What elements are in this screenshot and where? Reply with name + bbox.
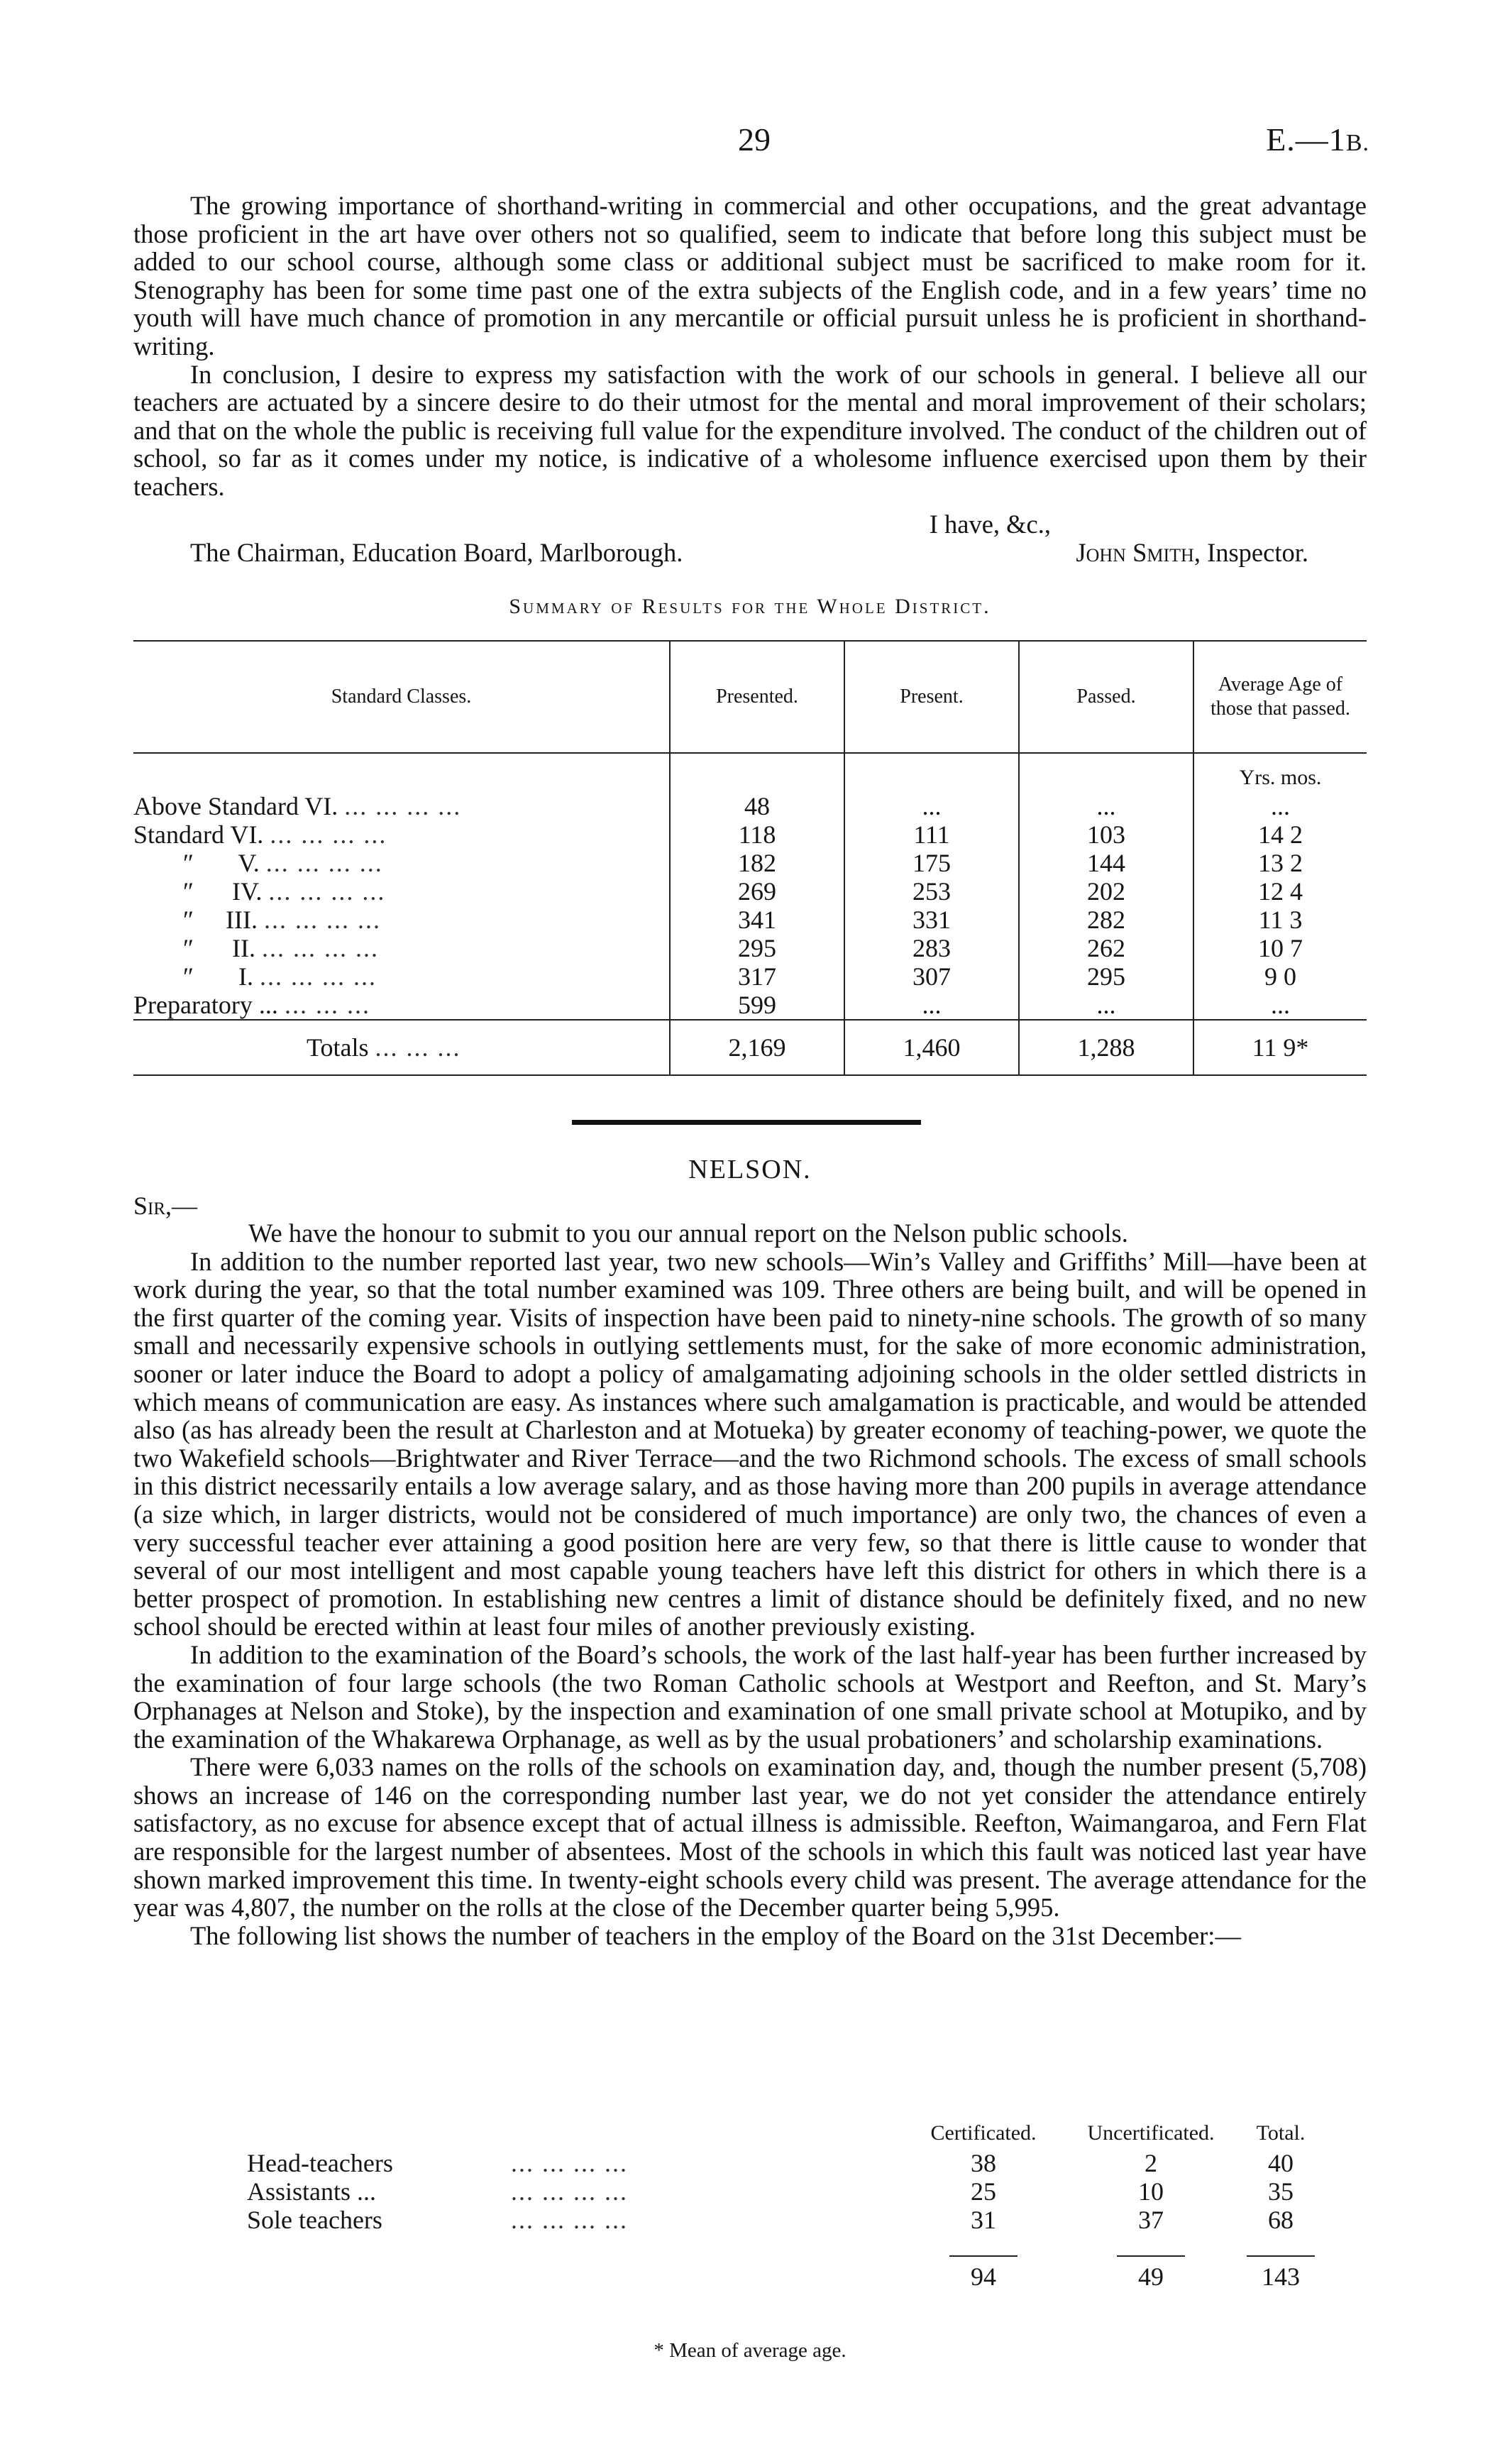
cell-passed: 295: [1019, 962, 1193, 991]
table-row: [133, 991, 1367, 1020]
cell-passed: 262: [1019, 934, 1193, 962]
cell-present: 331: [844, 906, 1019, 934]
total-uncertificated: 49: [1138, 2262, 1164, 2291]
summary-table: [133, 640, 1367, 1076]
document-code: [1266, 121, 1369, 158]
table-row: [133, 906, 1367, 934]
row-label: ″ II.: [183, 934, 255, 962]
cell-passed: 144: [1019, 849, 1193, 877]
table-row: [247, 2206, 1327, 2234]
salutation: Sir,—: [133, 1192, 198, 1220]
cell-presented: 118: [670, 820, 844, 849]
total-certificated: 94: [971, 2262, 996, 2291]
cell-age: 9 0: [1193, 962, 1367, 991]
col-header-average-age: Average Age of those that passed.: [1193, 641, 1367, 753]
totals-row: [133, 1020, 1367, 1075]
signatory: [1076, 537, 1308, 568]
age-units: Yrs. mos.: [1193, 753, 1367, 792]
cell-age: 10 7: [1193, 934, 1367, 962]
document-code-main: E.—1: [1266, 121, 1346, 158]
table-row: [133, 792, 1367, 820]
col-header-present: Present.: [844, 641, 1019, 753]
intro-text: [133, 192, 1367, 501]
leader-dots: ... ... ... ...: [344, 792, 462, 820]
row-label: Sole teachers: [247, 2206, 382, 2234]
leader-dots: ... ... ... ...: [511, 2149, 628, 2177]
row-label: ″ III.: [183, 906, 258, 934]
footnote: * Mean of average age.: [654, 2339, 846, 2362]
cell-passed: 103: [1019, 820, 1193, 849]
row-label: Assistants ...: [247, 2177, 377, 2206]
cell-uncertificated: 37: [1138, 2206, 1164, 2234]
report-paragraph: The following list shows the number of teachers in the employ of the Board on the 31st December:—: [190, 1920, 1241, 1950]
teachers-header-row: [247, 2118, 1327, 2149]
cell-age: 12 4: [1193, 877, 1367, 906]
cell-total: 40: [1268, 2149, 1294, 2177]
cell-present: 175: [844, 849, 1019, 877]
table-row: [247, 2149, 1327, 2177]
summary-header-row: [133, 641, 1367, 753]
report-paragraph: We have the honour to submit to you our annual report on the Nelson public schools.: [248, 1219, 1128, 1248]
leader-dots: ... ... ... ...: [261, 934, 379, 962]
col-header-certificated: Certificated.: [930, 2121, 1037, 2145]
sum-rule-row: [247, 2234, 1327, 2262]
report-paragraph: In addition to the examination of the Board’s schools, the work of the last half-year has been further increased by the examination of four large schools (the two Roman Catholic schools at Westport and Reefton, and St. Mary’s Orphanages at Nelson and Stoke), by the inspection and examination of one small private school at Motupiko, and by the examination of the Whakarewa Orphanage, as well as by the usual probationers’ and scholarship examinations.: [133, 1639, 1367, 1754]
cell-passed: 282: [1019, 906, 1193, 934]
totals-label: Totals: [307, 1033, 369, 1062]
report-paragraph: In addition to the number reported last year, two new schools—Win’s Valley and Griffiths’ Mill—have been at work during the year, so that the total number examined was 109. Three others are being built, and will be opened in the first quarter of the coming year. Visits of inspection have been paid to ninety-nine schools. The growth of so many small and necessarily expensive schools in outlying settlements must, for the sake of more economic administration, sooner or later induce the Board to adopt a policy of amalgamating adjoining schools in the older settled districts in which means of communication are easy. As instances where such amalgamation is practicable, and would be attended also (as has already been the result at Charleston and at Motueka) by greater economy of teaching-power, we quote the two Wakefield schools—Brightwater and River Terrace—and the two Richmond schools. The excess of small schools in this district necessarily entails a low average salary, and as those having more than 200 pupils in average attendance (a size which, in larger districts, would not be considered of much importance) are only two, the chances of even a very successful teacher ever attaining a good position here are very few, so that there is little cause to wonder that several of our most intelligent and most capable young teachers have left this district for others in which there is a better prospect of promotion. In establishing new centres a limit of distance should be definitely fixed, and no new school should be erected within at least four miles of another previously existing.: [133, 1246, 1367, 1641]
summary-caption: Summary of Results for the Whole District.: [509, 595, 991, 618]
leader-dots: ... ... ...: [375, 1033, 461, 1062]
row-label: Preparatory ...: [133, 991, 278, 1019]
table-row: [133, 962, 1367, 991]
cell-age: 11 3: [1193, 906, 1367, 934]
teachers-table: [247, 2118, 1327, 2291]
intro-paragraph: In conclusion, I desire to express my satisfaction with the work of our schools in general. I believe all our teachers are actuated by a sincere desire to do their utmost for the mental and moral improvement of their scholars; and that on the whole the public is receiving full value for the expenditure involved. The conduct of the children out of school, so far as it comes under my notice, is indicative of a wholesome influence exercised upon them by their teachers.: [133, 359, 1367, 501]
cell-certificated: 38: [971, 2149, 996, 2177]
total-passed: 1,288: [1019, 1020, 1193, 1075]
row-label: ″ I.: [183, 962, 253, 991]
cell-presented: 599: [670, 991, 844, 1020]
cell-certificated: 25: [971, 2177, 996, 2206]
signatory-title: , Inspector.: [1193, 538, 1308, 567]
cell-passed: 202: [1019, 877, 1193, 906]
table-row: [133, 934, 1367, 962]
total-present: 1,460: [844, 1020, 1019, 1075]
table-row: [247, 2177, 1327, 2206]
closing: I have, &c.,: [929, 510, 1051, 539]
leader-dots: ... ... ... ...: [268, 877, 386, 906]
leader-dots: ... ... ... ...: [270, 820, 387, 849]
leader-dots: ... ... ... ...: [259, 962, 377, 991]
cell-age: 13 2: [1193, 849, 1367, 877]
total-age: 11 9*: [1193, 1020, 1367, 1075]
leader-dots: ... ... ... ...: [263, 906, 381, 934]
cell-age: 14 2: [1193, 820, 1367, 849]
page-number: 29: [738, 121, 771, 158]
cell-present: 253: [844, 877, 1019, 906]
col-header-uncertificated: Uncertificated.: [1087, 2121, 1215, 2145]
cell-certificated: 31: [971, 2206, 996, 2234]
leader-dots: ... ... ... ...: [511, 2206, 628, 2234]
cell-present: 283: [844, 934, 1019, 962]
cell-age: ...: [1193, 792, 1367, 820]
cell-present: ...: [844, 991, 1019, 1020]
units-row: [133, 753, 1367, 792]
cell-presented: 48: [670, 792, 844, 820]
row-label: Head-teachers: [247, 2149, 393, 2177]
col-header-classes: Standard Classes.: [331, 686, 472, 708]
cell-present: 111: [844, 820, 1019, 849]
cell-uncertificated: 10: [1138, 2177, 1164, 2206]
cell-present: 307: [844, 962, 1019, 991]
section-divider: [572, 1120, 921, 1125]
sum-rule: [1247, 2255, 1315, 2257]
cell-total: 35: [1268, 2177, 1294, 2206]
total-presented: 2,169: [670, 1020, 844, 1075]
row-label: ″ V.: [183, 849, 260, 877]
leader-dots: ... ... ... ...: [265, 849, 383, 877]
document-code-suffix: B.: [1345, 130, 1369, 156]
table-row: [133, 877, 1367, 906]
cell-passed: ...: [1019, 792, 1193, 820]
cell-presented: 317: [670, 962, 844, 991]
cell-uncertificated: 2: [1145, 2149, 1157, 2177]
row-label: ″ IV.: [183, 877, 263, 906]
col-header-total: Total.: [1256, 2121, 1306, 2145]
cell-presented: 295: [670, 934, 844, 962]
cell-presented: 182: [670, 849, 844, 877]
col-header-passed: Passed.: [1019, 641, 1193, 753]
total-teachers: 143: [1262, 2262, 1300, 2291]
totals-row: [247, 2262, 1327, 2291]
cell-presented: 341: [670, 906, 844, 934]
cell-present: ...: [844, 792, 1019, 820]
cell-age: ...: [1193, 991, 1367, 1020]
report-paragraph: There were 6,033 names on the rolls of the schools on examination day, and, though the number present (5,708) shows an increase of 146 on the corresponding number last year, we do not yet consider the attendance entirely satisfactory, as no excuse for absence except that of actual illness is admissible. Reefton, Waimangaroa, and Fern Flat are responsible for the largest number of absentees. Most of the schools in which this fault was noticed last year have shown marked improvement this time. In twenty-eight schools every child was present. The average attendance for the year was 4,807, the number on the rolls at the close of the December quarter being 5,995.: [133, 1752, 1367, 1923]
intro-paragraph: The growing importance of shorthand-writing in commercial and other occupations, and the great advantage those proficient in the art have over others not so qualified, seem to indicate that before long this subject must be added to our school course, although some class or additional subject must be sacrificed to make room for it. Stenography has been for some time past one of the extra subjects of the English code, and in a few years’ time no youth will have much chance of promotion in any mercantile or official pursuit unless he is proficient in shorthand-writing.: [133, 191, 1367, 361]
col-header-presented: Presented.: [670, 641, 844, 753]
signatory-name: John Smith: [1076, 538, 1194, 567]
row-label: Above Standard VI.: [133, 792, 338, 820]
leader-dots: ... ... ...: [284, 991, 370, 1019]
cell-presented: 269: [670, 877, 844, 906]
section-title: NELSON.: [688, 1155, 812, 1184]
cell-total: 68: [1268, 2206, 1294, 2234]
leader-dots: ... ... ... ...: [511, 2177, 628, 2206]
table-row: [133, 820, 1367, 849]
table-row: [133, 849, 1367, 877]
addressee: The Chairman, Education Board, Marlborough.: [190, 538, 683, 567]
nelson-report-text: [133, 1219, 1367, 1949]
sum-rule: [949, 2255, 1018, 2257]
cell-passed: ...: [1019, 991, 1193, 1020]
sum-rule: [1117, 2255, 1185, 2257]
row-label: Standard VI.: [133, 820, 264, 849]
